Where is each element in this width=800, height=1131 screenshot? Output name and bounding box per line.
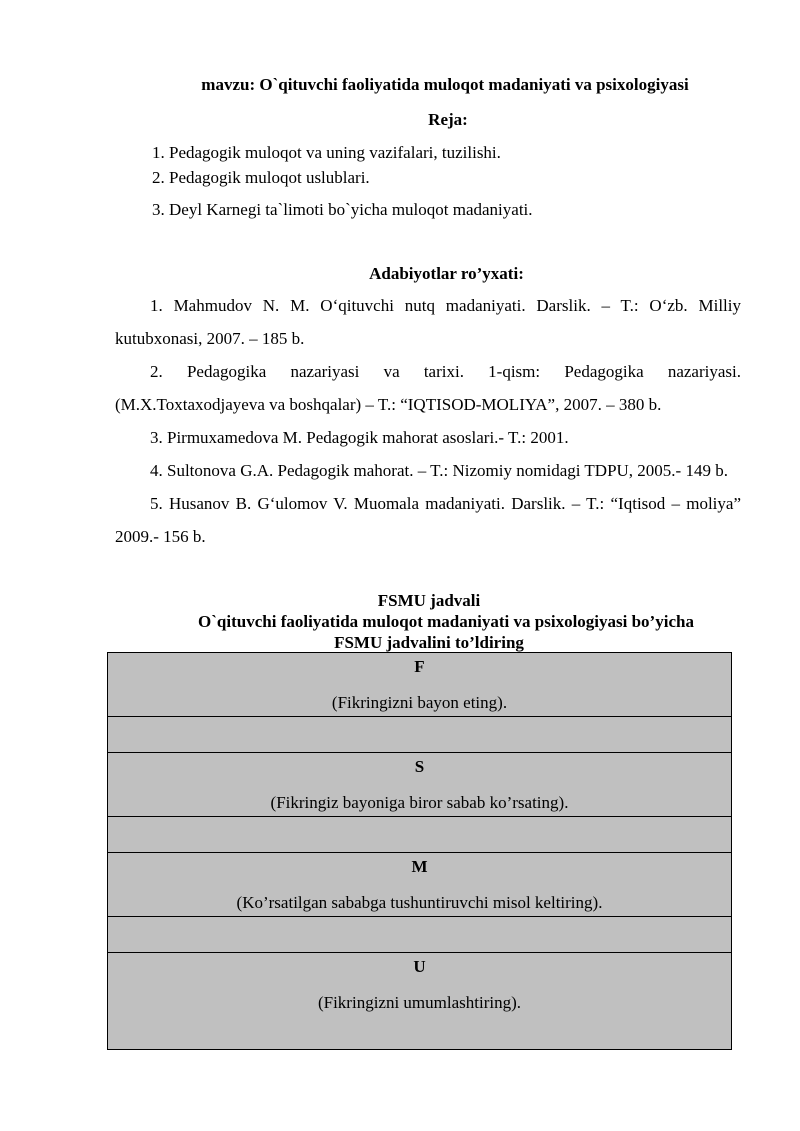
literature-item-2: 2. Pedagogika nazariyasi va tarixi. 1-qism: Pedagogika nazariyasi. (M.X.Toxtaxodjayeva va boshqalar) – T.: “IQTISOD-MOLIYA”, 2007. – 380 b. bbox=[115, 362, 741, 414]
fsmu-subtitle-line1: O`qituvchi faoliyatida muloqot madaniyati va psixologiyasi bo’yicha bbox=[198, 612, 694, 631]
fsmu-table bbox=[107, 652, 732, 1050]
fsmu-cell-f bbox=[108, 653, 732, 717]
fsmu-cell-m bbox=[108, 853, 732, 917]
fsmu-cell-u bbox=[108, 953, 732, 1050]
literature-title: Adabiyotlar ro’yxati: bbox=[369, 264, 524, 283]
fsmu-instruction: (Fikringizni umumlashtiring). bbox=[317, 993, 522, 1012]
fsmu-subtitle-line2: FSMU jadvalini to’ldiring bbox=[334, 633, 524, 652]
fsmu-answer-m[interactable] bbox=[108, 917, 732, 953]
fsmu-instruction: (Fikringizni bayon eting). bbox=[331, 693, 508, 712]
plan-item-1: 1. Pedagogik muloqot va uning vazifalari, tuzilishi. bbox=[152, 143, 501, 162]
fsmu-instruction: (Fikringiz bayoniga biror sabab ko’rsating). bbox=[270, 793, 569, 812]
literature-item-3: 3. Pirmuxamedova M. Pedagogik mahorat asoslari.- T.: 2001. bbox=[150, 428, 569, 447]
fsmu-letter: S bbox=[414, 757, 425, 776]
literature-item-1: 1. Mahmudov N. M. O‘qituvchi nutq madaniyati. Darslik. – T.: O‘zb. Milliy kutubxonasi, 2007. – 185 b. bbox=[115, 296, 741, 348]
fsmu-row-s bbox=[108, 753, 732, 817]
literature-item-5: 5. Husanov B. G‘ulomov V. Muomala madaniyati. Darslik. – T.: “Iqtisod – moliya” 2009.- 156 b. bbox=[115, 494, 741, 546]
fsmu-letter: F bbox=[414, 657, 425, 676]
fsmu-row-f bbox=[108, 653, 732, 717]
fsmu-cell-s bbox=[108, 753, 732, 817]
fsmu-answer-f[interactable] bbox=[108, 717, 732, 753]
plan-item-2: 2. Pedagogik muloqot uslublari. bbox=[152, 168, 370, 187]
fsmu-row-u bbox=[108, 953, 732, 1050]
fsmu-letter: M bbox=[411, 857, 428, 876]
literature-item-4: 4. Sultonova G.A. Pedagogik mahorat. – T.: Nizomiy nomidagi TDPU, 2005.- 149 b. bbox=[150, 461, 728, 480]
literature-list bbox=[115, 289, 741, 553]
fsmu-answer-s[interactable] bbox=[108, 817, 732, 853]
plan-title: Reja: bbox=[428, 110, 468, 129]
topic-heading: mavzu: O`qituvchi faoliyatida muloqot madaniyati va psixologiyasi bbox=[201, 75, 689, 94]
fsmu-row-m bbox=[108, 853, 732, 917]
fsmu-instruction: (Ko’rsatilgan sababga tushuntiruvchi misol keltiring). bbox=[236, 893, 603, 912]
fsmu-title: FSMU jadvali bbox=[377, 591, 481, 610]
plan-item-3: 3. Deyl Karnegi ta`limoti bo`yicha muloqot madaniyati. bbox=[152, 200, 533, 219]
fsmu-letter: U bbox=[413, 957, 426, 976]
